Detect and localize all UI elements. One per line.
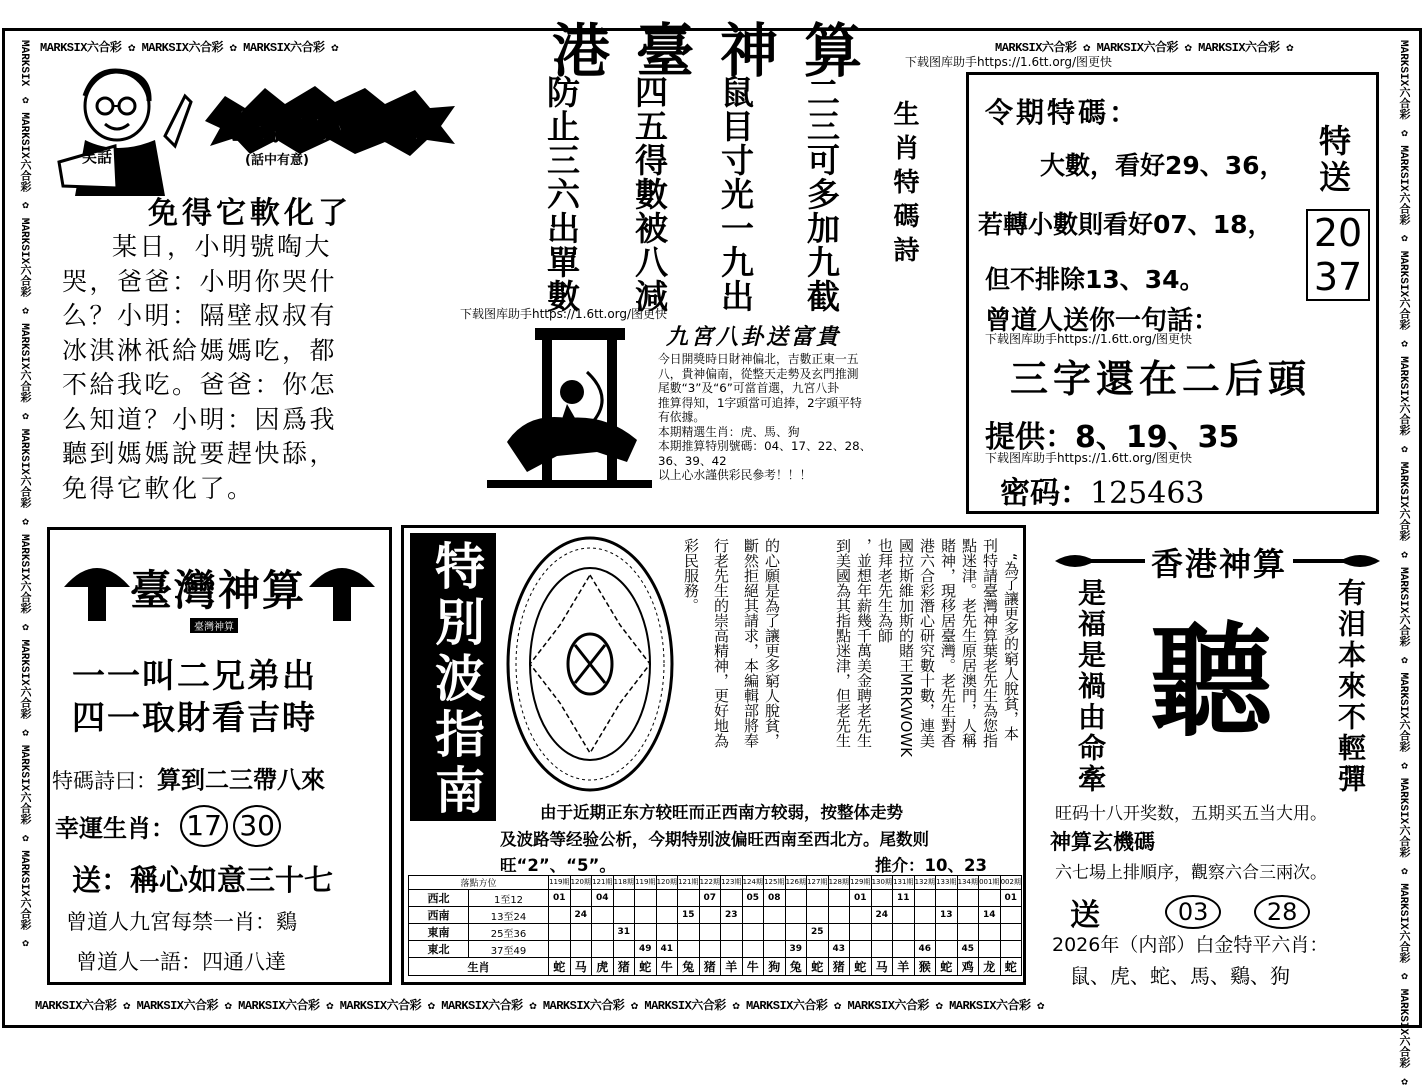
table-cell — [807, 941, 829, 958]
table-cell — [957, 924, 979, 941]
poem-label: 生肖特碼詩 — [889, 100, 919, 270]
watermark-right1: 下载图库助手https://1.6tt.org/图更快 — [985, 332, 1193, 346]
humor-banner: 生活小幽默 — [232, 105, 423, 147]
table-cell — [635, 907, 657, 924]
table-cell — [549, 907, 571, 924]
table-cell: 01 — [850, 890, 872, 907]
table-cell: 08 — [764, 890, 786, 907]
table-zodiac-cell: 猪 — [828, 958, 850, 976]
wave-text-column: 港六合彩潛心研究數十數，連美 — [918, 538, 936, 748]
taiwan-send: 送：稱心如意三十七 — [72, 863, 334, 897]
table-cell — [613, 941, 635, 958]
table-cell — [785, 924, 807, 941]
wave-note2: 及波路等经验公析，今期特别波偏旺西南至西北方。尾数则 — [500, 830, 929, 849]
humor-line: 聽到媽媽說要趕快舔， — [62, 439, 338, 468]
table-zodiac-cell: 猴 — [914, 958, 936, 976]
table-range: 37至49 — [469, 941, 549, 958]
table-cell: 49 — [635, 941, 657, 958]
table-cell: 23 — [721, 907, 743, 924]
table-cell: 14 — [979, 907, 1001, 924]
table-cell — [699, 907, 721, 924]
table-cell — [570, 941, 592, 958]
table-direction: 西南 — [409, 907, 469, 924]
table-cell — [936, 890, 958, 907]
wave-note1: 由于近期正东方较旺而正西南方较弱，按整体走势 — [540, 803, 903, 822]
taiwan-poem-row — [52, 760, 325, 795]
table-direction: 西北 — [409, 890, 469, 907]
taiwan-palace: 曾道人九宮每禁一肖：鷄 — [66, 910, 297, 934]
table-cell — [721, 924, 743, 941]
archer-horse-icon — [487, 322, 652, 492]
table-period-header: 132期 — [914, 876, 936, 890]
table-cell — [785, 890, 807, 907]
table-cell — [957, 890, 979, 907]
humor-line: 冰淇淋祇給媽媽吃，都 — [62, 335, 338, 365]
table-period-header: 128期 — [828, 876, 850, 890]
table-cell — [656, 890, 678, 907]
nine-palace-line: 推算得知，1字頭當可追捧，2字頭平特 — [658, 395, 862, 410]
table-cell: 25 — [807, 924, 829, 941]
watermark-top: 下载图库助手https://1.6tt.org/图更快 — [905, 55, 1113, 69]
wave-recommend: 推介：10、23 — [875, 856, 987, 875]
taiwan-lucky-num: 17 — [180, 805, 228, 847]
table-cell — [893, 941, 915, 958]
table-cell — [914, 907, 936, 924]
table-period-header: 133期 — [936, 876, 958, 890]
table-zodiac-cell: 牛 — [742, 958, 764, 976]
tseng-saying: 三字還在二后頭 — [1010, 356, 1312, 401]
special-send-num: 20 — [1313, 211, 1363, 255]
taiwan-line1: 一一叫二兄弟出 — [72, 656, 317, 695]
table-zodiac-cell: 虎 — [592, 958, 614, 976]
table-cell — [764, 941, 786, 958]
table-cell — [893, 924, 915, 941]
wave-text-column: “為了讓更多的窮人脫貧，本 — [1002, 553, 1020, 741]
table-zodiac-cell: 羊 — [893, 958, 915, 976]
table-cell: 24 — [570, 907, 592, 924]
border-band-top-left: MARKSIX六合彩 ✿ MARKSIX六合彩 ✿ MARKSIX六合彩 ✿ — [40, 41, 338, 55]
table-cell: 45 — [957, 941, 979, 958]
hk-send-row — [1070, 890, 1310, 934]
humor-line: 免得它軟化了。 — [62, 473, 255, 503]
hk-send-num: 03 — [1165, 895, 1221, 929]
table-cell — [742, 907, 764, 924]
humor-body — [62, 230, 462, 506]
watermark-right2: 下载图库助手https://1.6tt.org/图更快 — [985, 451, 1193, 465]
table-zodiac-cell: 牛 — [656, 958, 678, 976]
table-cell — [785, 907, 807, 924]
table-cell: 46 — [914, 941, 936, 958]
special-send-num: 37 — [1313, 255, 1363, 299]
table-period-header: 120期 — [656, 876, 678, 890]
table-cell — [807, 890, 829, 907]
table-cell: 05 — [742, 890, 764, 907]
table-cell: 01 — [1000, 890, 1022, 907]
humor-line: 么知道？小明：因爲我 — [62, 404, 338, 434]
table-cell — [570, 890, 592, 907]
table-cell — [678, 890, 700, 907]
taiwan-lucky-row — [55, 805, 281, 847]
table-cell: 39 — [785, 941, 807, 958]
wave-text-column: 也拜老先生為師 — [876, 538, 894, 643]
hk-big-char: 聽 — [1150, 609, 1272, 753]
nine-palace-body — [658, 352, 958, 483]
table-cell — [850, 907, 872, 924]
table-zodiac-cell: 兔 — [678, 958, 700, 976]
table-cell — [721, 890, 743, 907]
poem-column: 鼠目寸光一九出 — [716, 75, 755, 313]
table-direction: 東北 — [409, 941, 469, 958]
taiwan-poem-text: 算到二三帶八來 — [157, 766, 325, 794]
table-period-header: 125期 — [764, 876, 786, 890]
hk-banner — [1055, 545, 1380, 583]
table-zodiac-label: 生肖 — [409, 958, 549, 976]
table-direction: 東南 — [409, 924, 469, 941]
table-period-header: 123期 — [721, 876, 743, 890]
table-zodiac-cell: 蛇 — [936, 958, 958, 976]
table-cell — [678, 924, 700, 941]
humor-subtitle: (話中有意) — [245, 153, 309, 168]
wave-text-column: 國拉斯維加斯的賭王MRKWOWK — [897, 538, 915, 757]
table-period-header: 120期 — [570, 876, 592, 890]
humor-heading: 免得它軟化了 — [148, 196, 352, 231]
wave-text-column: 斷然拒絕其請求，本編輯部將奉 — [742, 538, 760, 748]
nine-palace-line: 本期推算特別號碼：04、17、22、28、 — [658, 439, 872, 453]
hk-send-label: 送 — [1070, 898, 1100, 933]
wave-note3: 旺“2”、“5”。 — [500, 856, 616, 875]
table-cell — [656, 924, 678, 941]
table-range: 25至36 — [469, 924, 549, 941]
hk-left-column: 是福是禍由命牽 — [1074, 578, 1107, 795]
wave-text-column: 點迷津。老先生原居澳門，人稱 — [960, 538, 978, 748]
humor-line: 不給我吃。爸爸：你怎 — [62, 370, 338, 399]
taiwan-poem-label: 特碼詩曰： — [52, 769, 157, 793]
table-range: 13至24 — [469, 907, 549, 924]
table-cell: 07 — [699, 890, 721, 907]
table-zodiac-cell: 蛇 — [1000, 958, 1022, 976]
tseng-title: 曾道人送你一句話： — [985, 306, 1220, 336]
table-cell — [979, 941, 1001, 958]
table-period-header: 129期 — [850, 876, 872, 890]
table-cell — [635, 924, 657, 941]
table-row — [409, 890, 1022, 907]
table-zodiac-cell: 蛇 — [850, 958, 872, 976]
table-cell — [871, 890, 893, 907]
table-cell — [914, 924, 936, 941]
table-row — [409, 924, 1022, 941]
wave-text-column: ，並想年薪幾千萬美金聘老先生 — [855, 538, 873, 748]
table-cell — [721, 941, 743, 958]
table-zodiac-cell: 蛇 — [807, 958, 829, 976]
table-cell — [871, 941, 893, 958]
nine-palace-line: 尾數“3”及“6”可當首選，九宮八卦 — [658, 381, 840, 395]
password-label: 密码： — [1000, 476, 1090, 511]
table-zodiac-cell: 蛇 — [549, 958, 571, 976]
table-cell — [613, 890, 635, 907]
cartoon-figure-icon — [55, 66, 225, 196]
table-cell — [742, 924, 764, 941]
table-cell — [613, 907, 635, 924]
mushroom-left-icon — [62, 555, 132, 625]
table-cell — [592, 924, 614, 941]
table-cell: 41 — [656, 941, 678, 958]
table-period-header: 001期 — [979, 876, 1001, 890]
table-cell — [764, 907, 786, 924]
table-cell — [1000, 907, 1022, 924]
password-value: 125463 — [1090, 476, 1205, 511]
table-cell — [850, 924, 872, 941]
table-period-header: 119期 — [549, 876, 571, 890]
nine-palace-line: 八，貴神偏南，從整天走勢及玄門推測 — [658, 366, 859, 381]
border-band-top-right: MARKSIX六合彩 ✿ MARKSIX六合彩 ✿ MARKSIX六合彩 ✿ — [995, 41, 1293, 55]
table-zodiac-cell: 马 — [570, 958, 592, 976]
table-cell: 04 — [592, 890, 614, 907]
table-period-header: 134期 — [957, 876, 979, 890]
poem-column: 防止三六出單數 — [542, 75, 581, 313]
table-cell: 13 — [936, 907, 958, 924]
table-period-header: 126期 — [785, 876, 807, 890]
table-cell — [871, 924, 893, 941]
hk-year-line: 2026年（内部）白金特平六肖： — [1052, 934, 1329, 956]
special-provide: 提供：8、19、35 — [985, 420, 1240, 455]
table-cell: 43 — [828, 941, 850, 958]
table-cell — [1000, 941, 1022, 958]
wave-title: 特別波指南 — [427, 540, 486, 820]
table-cell — [549, 924, 571, 941]
wave-table — [408, 875, 1022, 976]
table-range: 1至12 — [469, 890, 549, 907]
watermark-mid: 下载图库助手https://1.6tt.org/图更快 — [460, 307, 668, 321]
hk-subtitle: 神算玄機碼 — [1050, 830, 1155, 854]
table-cell — [828, 907, 850, 924]
table-period-header: 124期 — [742, 876, 764, 890]
table-cell — [549, 941, 571, 958]
special-title: 令期特碼： — [985, 96, 1141, 129]
table-cell — [936, 924, 958, 941]
table-cell — [893, 907, 915, 924]
table-cell — [635, 890, 657, 907]
table-zodiac-cell: 羊 — [721, 958, 743, 976]
border-band-left: MARKSIX ✿ MARKSIX六合彩 ✿ MARKSIX六合彩 ✿ MARKSIX六合彩 ✿ MARKSIX六合彩 ✿ MARKSIX六合彩 ✿ MARKSIX六合彩 ✿ MARKSIX六合彩 ✿ MARKSIX六合彩 ✿ — [18, 40, 30, 950]
table-cell — [592, 941, 614, 958]
table-cell — [850, 941, 872, 958]
table-zodiac-row — [409, 958, 1022, 976]
wave-text-column: 行老先生的崇高精神，更好地為 — [712, 538, 730, 748]
password-row — [1000, 468, 1205, 512]
compass-wheel-icon — [505, 535, 675, 793]
table-cell: 31 — [613, 924, 635, 941]
table-zodiac-cell: 马 — [871, 958, 893, 976]
table-zodiac-cell: 鸡 — [957, 958, 979, 976]
table-cell — [957, 907, 979, 924]
table-row — [409, 907, 1022, 924]
table-cell — [936, 941, 958, 958]
wave-text-column: 刊特請臺灣神算葉老先生為您指 — [981, 538, 999, 748]
taiwan-line2: 四一取財看吉時 — [72, 698, 317, 737]
taiwan-lucky-num: 30 — [233, 805, 281, 847]
nine-palace-line: 本期精選生肖：虎、馬、狗 — [658, 424, 800, 439]
table-cell — [699, 941, 721, 958]
table-cell — [828, 924, 850, 941]
table-cell — [914, 890, 936, 907]
table-cell — [678, 941, 700, 958]
table-cell — [828, 890, 850, 907]
table-cell — [1000, 924, 1022, 941]
poem-column: 二三可多加九截 — [802, 75, 841, 313]
table-zodiac-cell: 猪 — [699, 958, 721, 976]
table-cell: 24 — [871, 907, 893, 924]
table-cell — [592, 907, 614, 924]
nine-palace-line: 以上心水謹供彩民參考！！！ — [658, 468, 812, 482]
special-send-box — [1306, 209, 1370, 301]
wave-text-column: 彩民服務。 — [682, 538, 700, 613]
page-title: 港臺神算 — [551, 17, 888, 85]
table-zodiac-cell: 狗 — [764, 958, 786, 976]
table-period-header: 119期 — [635, 876, 657, 890]
special-line1: 大數，看好29、36， — [1040, 151, 1285, 180]
nine-palace-title: 九宮八卦送富貴 — [666, 324, 842, 350]
table-period-header: 127期 — [807, 876, 829, 890]
nine-palace-line: 36、39、42 — [658, 453, 727, 468]
humor-line: 某日，小明號啕大 — [112, 232, 333, 261]
table-period-header: 121期 — [678, 876, 700, 890]
wave-text-column: 到美國為其指點迷津，但老先生 — [834, 538, 852, 748]
table-header-row — [409, 876, 1022, 890]
table-row — [409, 941, 1022, 958]
table-period-header: 130期 — [871, 876, 893, 890]
nine-palace-line: 有依據。 — [658, 410, 706, 424]
table-zodiac-cell: 猪 — [613, 958, 635, 976]
wave-table-container — [408, 875, 1022, 976]
hk-send-num: 28 — [1254, 895, 1310, 929]
table-period-header: 122期 — [699, 876, 721, 890]
table-cell — [764, 924, 786, 941]
table-cell: 11 — [893, 890, 915, 907]
special-send-label: 特送 — [1314, 124, 1352, 196]
hk-zodiac-line: 鼠、虎、蛇、馬、鷄、狗 — [1070, 964, 1290, 988]
hk-title: 香港神算 — [1145, 539, 1293, 585]
wave-text-column: 賭神，現移居臺灣。老先生對香 — [939, 538, 957, 748]
table-period-header: 131期 — [893, 876, 915, 890]
taiwan-title: 臺灣神算 — [130, 566, 307, 615]
table-period-header: 118期 — [613, 876, 635, 890]
table-cell — [742, 941, 764, 958]
wave-text-column: 的心願是為了讓更多窮人脫貧， — [763, 538, 781, 748]
taiwan-lucky-label: 幸運生肖： — [55, 814, 175, 843]
table-cell — [656, 907, 678, 924]
hk-line1: 旺码十八开奖数，五期买五当大用。 — [1055, 804, 1327, 824]
nine-palace-line: 今日開獎時日財神偏北，吉數正東一五 — [658, 352, 859, 366]
table-zodiac-cell: 龙 — [979, 958, 1001, 976]
table-period-header: 002期 — [1000, 876, 1022, 890]
humor-line: 么？小明：隔壁叔叔有 — [62, 301, 338, 330]
humor-tag: 笑話 — [82, 148, 113, 166]
table-header-left: 落點方位 — [409, 876, 549, 890]
poem-column: 四五得數被八減 — [630, 75, 669, 313]
taiwan-saying: 曾道人一語：四通八達 — [76, 950, 286, 974]
table-cell — [807, 907, 829, 924]
special-line3: 但不排除13、34。 — [985, 265, 1205, 294]
table-cell: 15 — [678, 907, 700, 924]
taiwan-subtitle: 臺灣神算 — [190, 618, 238, 633]
border-band-bottom: MARKSIX六合彩 ✿ MARKSIX六合彩 ✿ MARKSIX六合彩 ✿ MARKSIX六合彩 ✿ MARKSIX六合彩 ✿ MARKSIX六合彩 ✿ MARKSIX六合彩 ✿ MARKSIX六合彩 ✿ MARKSIX六合彩 ✿ MARKSIX六合彩 ✿ — [35, 999, 1044, 1013]
hk-right-column: 有泪本來不輕彈 — [1334, 578, 1367, 795]
table-cell — [570, 924, 592, 941]
table-cell: 01 — [549, 890, 571, 907]
table-cell — [979, 924, 1001, 941]
table-zodiac-cell: 兔 — [785, 958, 807, 976]
mushroom-right-icon — [307, 555, 377, 625]
humor-line: 哭，爸爸：小明你哭什 — [62, 266, 338, 296]
border-band-right: MARKSIX六合彩 ✿ MARKSIX六合彩 ✿ MARKSIX六合彩 ✿ MARKSIX六合彩 ✿ MARKSIX六合彩 ✿ MARKSIX六合彩 ✿ MARKSIX六合彩 ✿ MARKSIX六合彩 ✿ MARKSIX六合彩 ✿ MARKSIX六合彩 ✿ — [1397, 40, 1409, 1088]
hk-line2: 六七場上排順序，觀察六合三兩次。 — [1055, 863, 1327, 883]
table-zodiac-cell: 蛇 — [635, 958, 657, 976]
table-cell — [979, 890, 1001, 907]
special-line2: 若轉小數則看好07、18， — [978, 210, 1273, 239]
table-period-header: 121期 — [592, 876, 614, 890]
table-cell — [699, 924, 721, 941]
